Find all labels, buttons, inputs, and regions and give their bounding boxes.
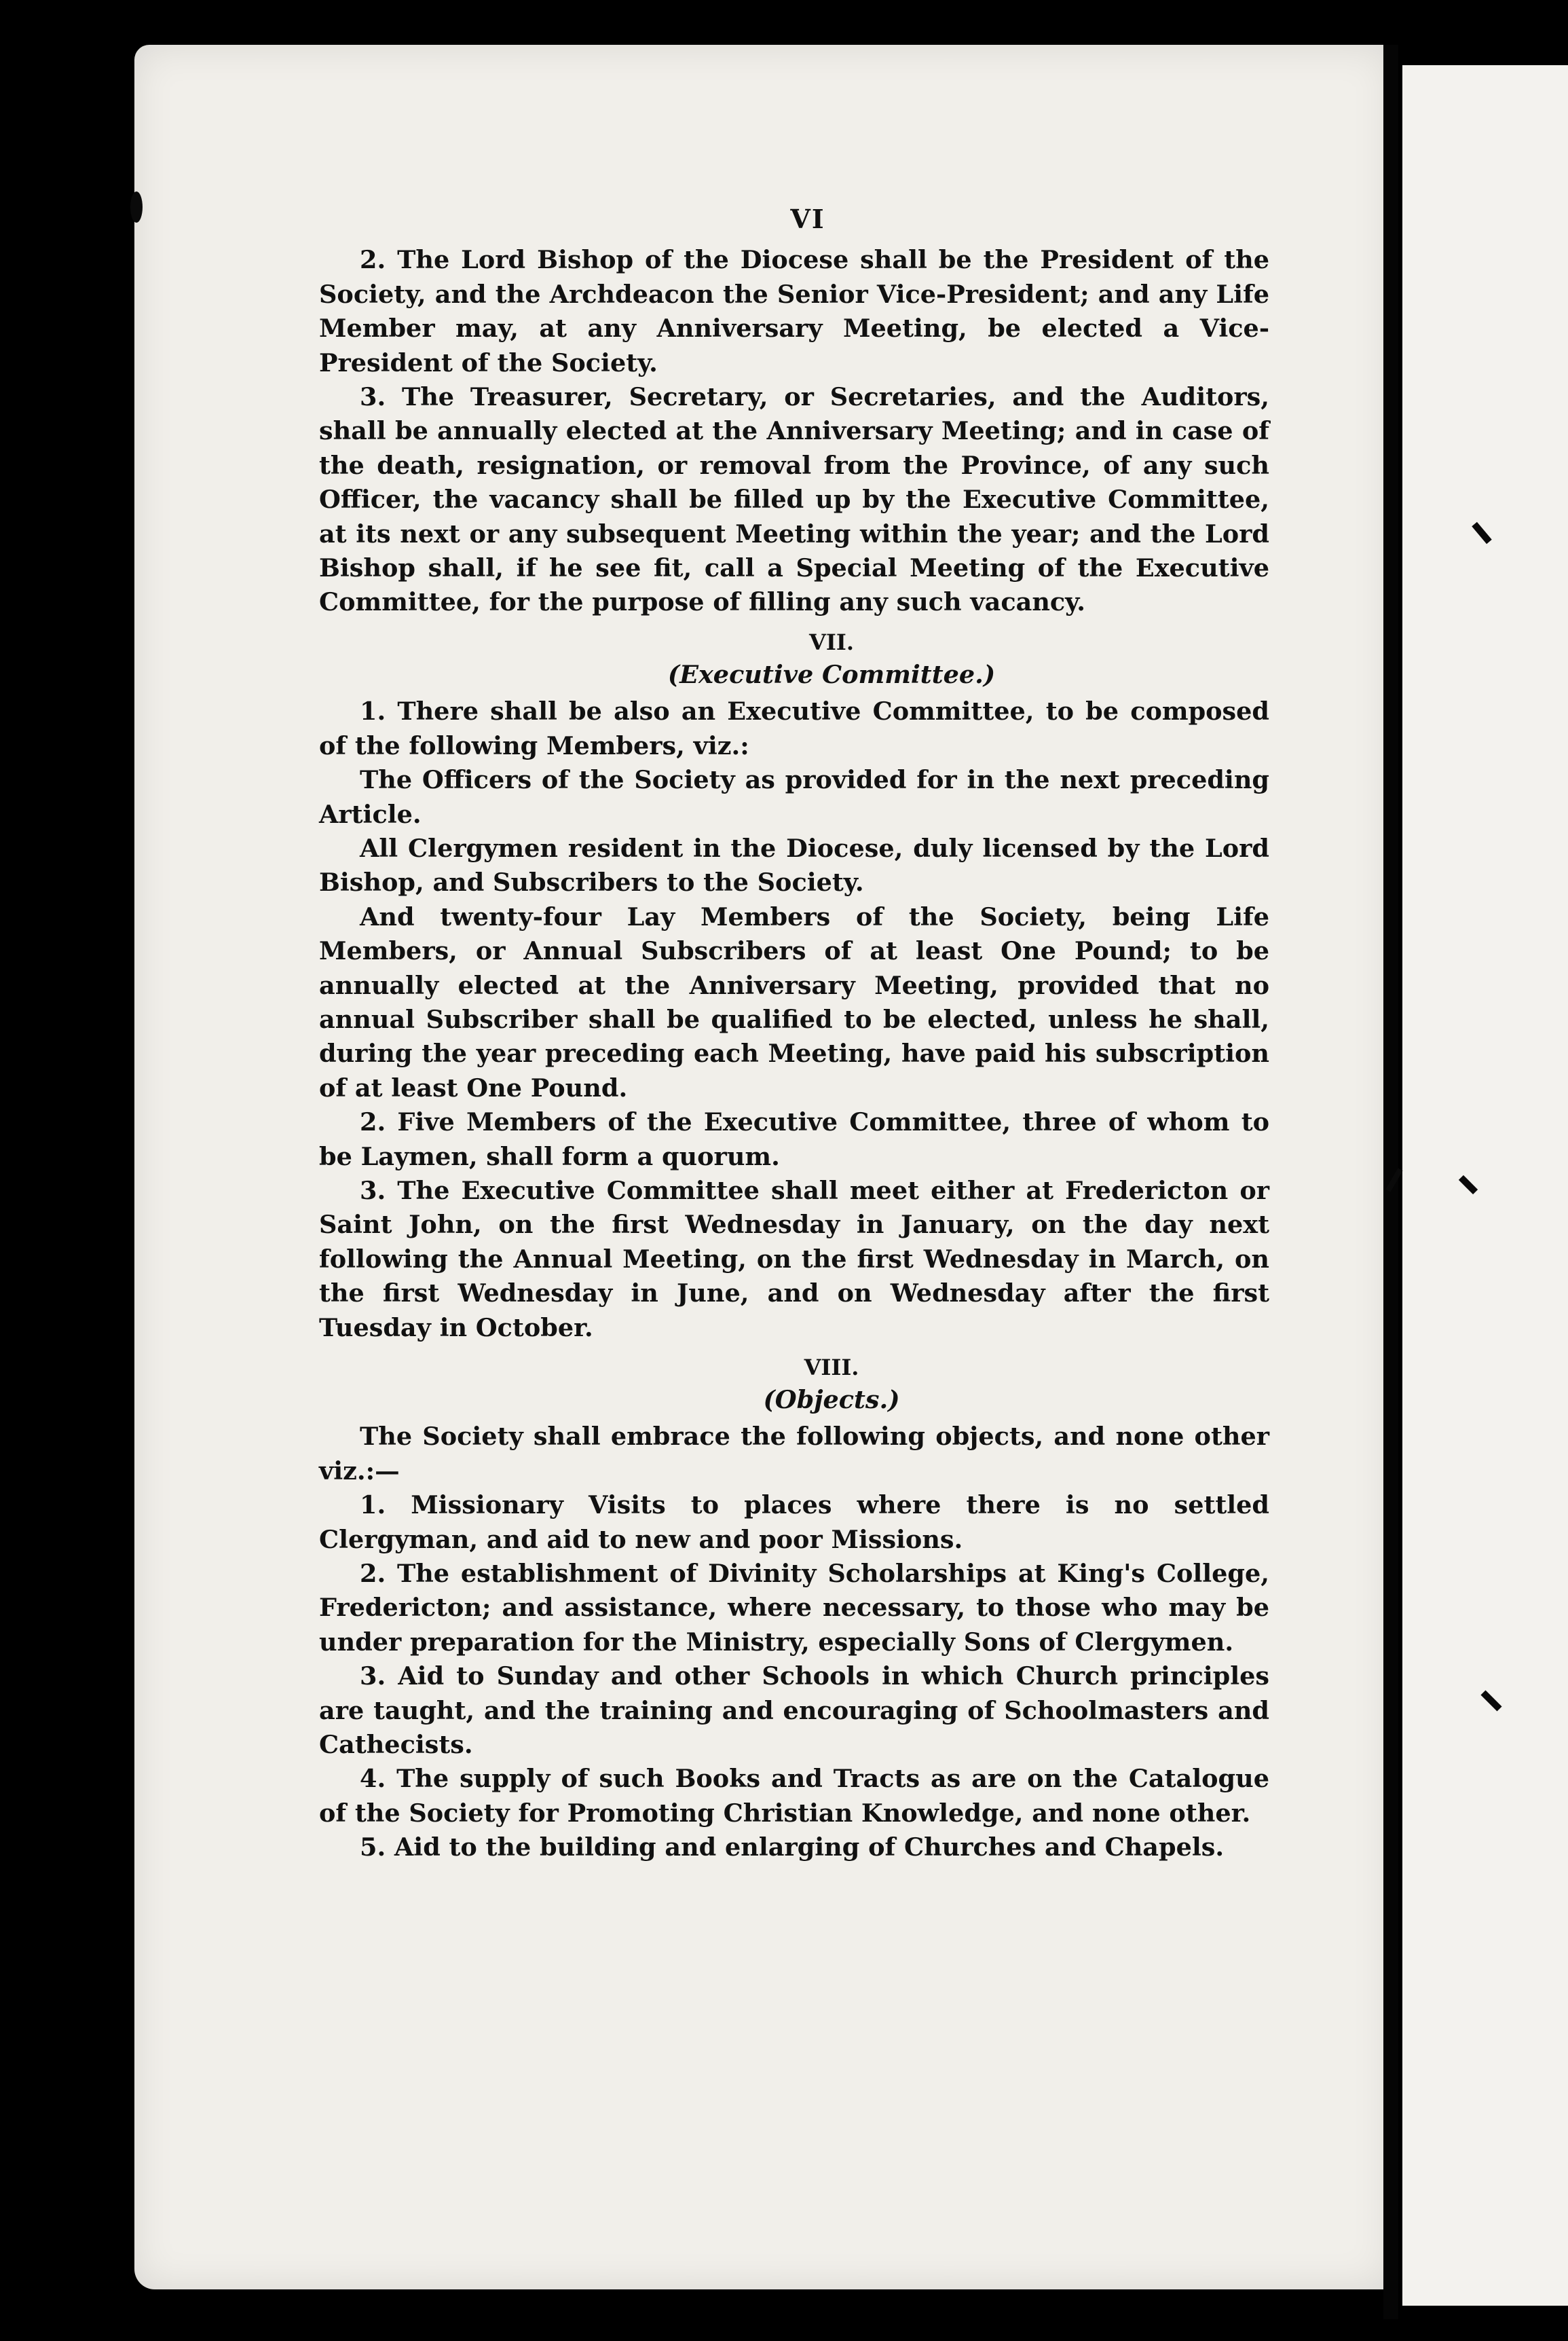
page-edge-mark: [130, 191, 143, 223]
article-vii-lay-members: And twenty-four Lay Members of the Society, being Life Members, or Annual Subscribers of at least One Pound; to be annually elected at the Anniversary Meeting, provided that no annual Subscriber shall be qualified to be elected, unless he shall, during the year preceding each Meeting, have paid his subscription of at least One Pound.: [319, 902, 1269, 1103]
article-vii-clergymen: All Clergymen resident in the Diocese, duly licensed by the Lord Bishop, and Subscribers to the Society.: [319, 833, 1269, 898]
article-vii-clause-2: 2. Five Members of the Executive Committee, three of whom to be Laymen, shall form a quorum.: [319, 1107, 1269, 1171]
article-vii-clause-1: 1. There shall be also an Executive Committee, to be composed of the following Members, viz.:: [319, 697, 1269, 760]
article-vii-subheading: (Executive Committee.): [667, 659, 996, 689]
article-viii-subheading: (Objects.): [763, 1385, 900, 1414]
article-viii-intro: The Society shall embrace the following objects, and none other viz.:—: [319, 1422, 1269, 1486]
article-viii-item: 3. Aid to Sunday and other Schools in which Church principles are taught, and the training and encouraging of Schoolmasters and Cathecists.: [319, 1661, 1269, 1760]
page-number: VI: [790, 204, 825, 234]
document-text: [319, 202, 1269, 1865]
article-viii-item: 5. Aid to the building and enlarging of Churches and Chapels.: [360, 1832, 1225, 1862]
article-vii-heading: VII.: [809, 629, 854, 655]
article-vi-clause-3: 3. The Treasurer, Secretary, or Secretaries, and the Auditors, shall be annually elected at the Anniversary Meeting; and in case of the death, resignation, or removal from the Province, of any such Officer, the vacancy shall be filled up by the Executive Committee, at its next or any subsequent Meeting within the year; and the Lord Bishop shall, if he see fit, call a Special Meeting of the Executive Committee, for the purpose of filling any such vacancy.: [319, 382, 1269, 617]
article-vii-clause-3: 3. The Executive Committee shall meet either at Fredericton or Saint John, on the first Wednesday in January, on the day next following the Annual Meeting, on the first Wednesday in March, on the first Wednesday in June, and on Wednesday after the first Tuesday in October.: [319, 1175, 1269, 1342]
article-viii-item: 2. The establishment of Divinity Scholarships at King's College, Fredericton; and assistance, where necessary, to those who may be under preparation for the Ministry, especially Sons of Clergymen.: [319, 1559, 1269, 1657]
article-viii-item: 4. The supply of such Books and Tracts as are on the Catalogue of the Society for Promoting Christian Knowledge, and none other.: [319, 1764, 1269, 1828]
article-vii-officers: The Officers of the Society as provided for in the next preceding Article.: [319, 765, 1269, 829]
article-viii-heading: VIII.: [804, 1354, 859, 1380]
facing-page-edge: [1402, 65, 1568, 2306]
article-viii-item: 1. Missionary Visits to places where there is no settled Clergyman, and aid to new and poor Missions.: [319, 1490, 1269, 1554]
article-vi-clause-2: 2. The Lord Bishop of the Diocese shall be the President of the Society, and the Archdeacon the Senior Vice-President; and any Life Member may, at any Anniversary Meeting, be elected a Vice-President of the Society.: [319, 245, 1269, 377]
